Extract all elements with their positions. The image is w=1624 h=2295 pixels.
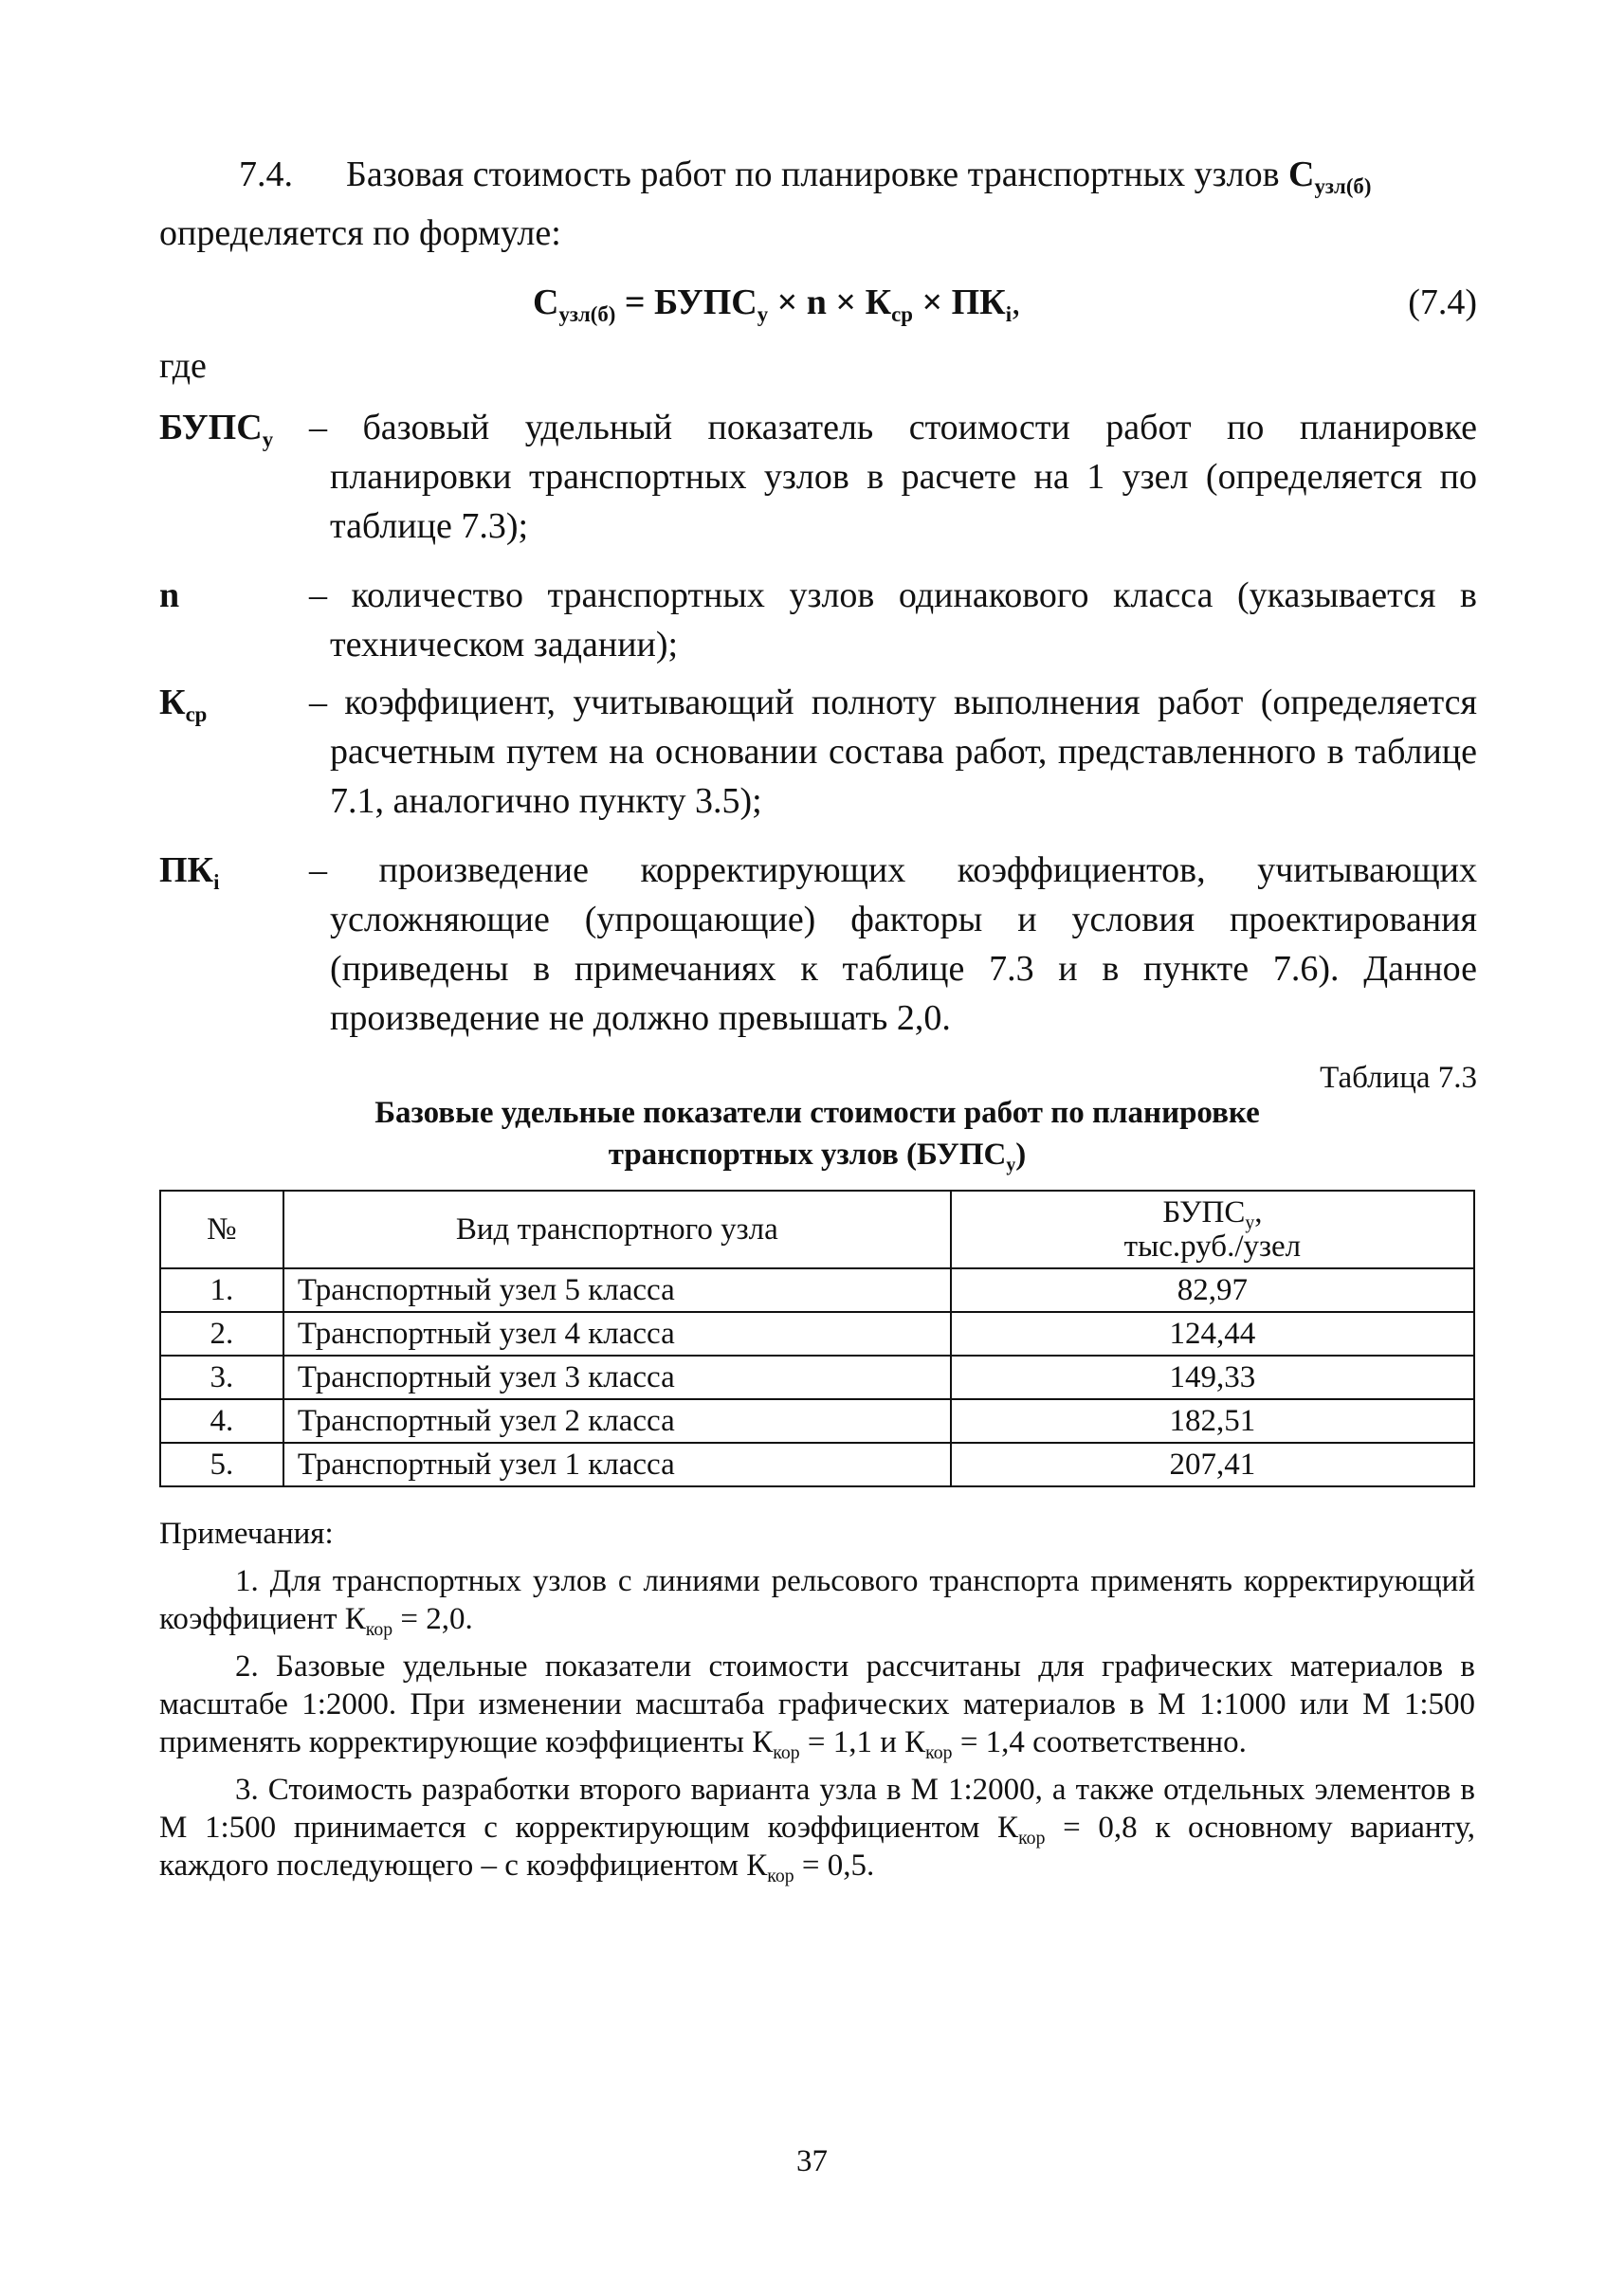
formula-bups-sub: у — [757, 301, 769, 326]
table-header-row — [160, 1191, 1474, 1268]
row-value: 82,97 — [951, 1268, 1474, 1312]
def-symbol-pk — [159, 846, 219, 895]
formula-bups: = БУПС — [615, 282, 757, 322]
def-text-bups: – базовый удельный показатель стоимости работ по планировке планировки транспортных узлов в расчете на 1 узел (определяется по таблице 7.3); — [309, 408, 1477, 546]
header-value-tail: , — [1254, 1195, 1263, 1229]
table-row — [160, 1268, 1474, 1312]
note-3-sub: кор — [767, 1865, 794, 1886]
formula-number: (7.4) — [1408, 282, 1477, 322]
header-type: Вид транспортного узла — [283, 1191, 951, 1268]
row-value: 149,33 — [951, 1356, 1474, 1399]
table-title-sub: у — [1006, 1154, 1016, 1175]
table-title-end: ) — [1015, 1138, 1027, 1172]
formula-ksr: × n × К — [768, 282, 892, 322]
table-row — [160, 1312, 1474, 1356]
def-text-pk: – произведение корректирующих коэффициентов, учитывающих усложняющие (упрощающие) факторы и условия проектирования (приведены в примечаниях к таблице 7.3 и в пункте 7.6). Данное произведение не должно превышать 2,0. — [309, 850, 1477, 1038]
section-heading-text: Базовая стоимость работ по планировке транспортных узлов — [346, 155, 1289, 194]
row-value: 124,44 — [951, 1312, 1474, 1356]
row-type: Транспортный узел 4 класса — [283, 1312, 951, 1356]
table-row — [160, 1443, 1474, 1486]
note-2-sub: кор — [773, 1741, 800, 1763]
note-1 — [159, 1562, 1475, 1638]
table-row — [160, 1399, 1474, 1443]
section-number: 7.4. — [239, 155, 293, 194]
note-2 — [159, 1648, 1475, 1761]
table-label: Таблица 7.3 — [1320, 1061, 1477, 1095]
note-1-sub: кор — [365, 1618, 393, 1640]
def-symbol: БУПС — [159, 408, 263, 447]
note-2-text: 2. Базовые удельные показатели стоимости рассчитаны для графических материалов в масштабе 1:2000. При изменении масштаба графических материалов в М 1:1000 или М 1:500 применять корректирующие коэффициенты К — [159, 1649, 1475, 1759]
def-symbol: n — [159, 575, 180, 615]
note-2-mid: = 1,1 и К — [799, 1725, 926, 1759]
section-line2: определяется по формуле: — [159, 213, 561, 253]
def-symbol: К — [159, 683, 186, 722]
bups-table — [159, 1190, 1475, 1487]
def-symbol-bups — [159, 403, 273, 452]
header-value-sub: у — [1245, 1211, 1255, 1233]
heading-symbol: С — [1288, 155, 1315, 194]
row-value: 207,41 — [951, 1443, 1474, 1486]
def-symbol-n — [159, 571, 179, 620]
formula-pk-sub: i — [1005, 301, 1013, 326]
note-3 — [159, 1771, 1475, 1885]
row-type: Транспортный узел 2 класса — [283, 1399, 951, 1443]
row-num: 3. — [160, 1356, 283, 1399]
table-row — [160, 1356, 1474, 1399]
notes-title: Примечания: — [159, 1517, 334, 1551]
heading-symbol-sub: узл(б) — [1314, 173, 1372, 198]
header-value — [951, 1191, 1474, 1268]
table-title — [159, 1092, 1475, 1175]
note-3-sub: кор — [1018, 1827, 1046, 1849]
note-3-mid: = 0,8 к основному варианту, каждого последующего – с коэффициентом К — [159, 1811, 1475, 1883]
def-symbol-sub: у — [262, 427, 274, 451]
note-3-tail: = 0,5. — [794, 1849, 875, 1883]
row-num: 1. — [160, 1268, 283, 1312]
formula — [533, 278, 1021, 327]
def-text-ksr: – коэффициент, учитывающий полноту выполнения работ (определяется расчетным путем на основании состава работ, представленного в таблице 7.1, аналогично пункту 3.5); — [309, 683, 1477, 821]
def-symbol-ksr — [159, 678, 207, 727]
formula-pk: × ПК — [912, 282, 1006, 322]
where-label: где — [159, 346, 207, 386]
row-num: 5. — [160, 1443, 283, 1486]
header-value-unit: тыс.руб./узел — [1123, 1229, 1302, 1264]
header-num: № — [160, 1191, 283, 1268]
row-type: Транспортный узел 1 класса — [283, 1443, 951, 1486]
note-1-text: 1. Для транспортных узлов с линиями рельсового транспорта применять корректирующий коэффициент К — [159, 1564, 1475, 1636]
formula-lhs-sub: узл(б) — [558, 301, 616, 326]
formula-tail: , — [1012, 282, 1021, 322]
def-symbol-sub: ср — [185, 701, 208, 726]
note-2-tail: = 1,4 соответственно. — [952, 1725, 1247, 1759]
def-symbol-sub: i — [213, 869, 220, 894]
row-type: Транспортный узел 5 класса — [283, 1268, 951, 1312]
formula-ksr-sub: ср — [891, 301, 913, 326]
note-1-tail: = 2,0. — [392, 1602, 473, 1636]
note-3-text: 3. Стоимость разработки второго варианта узла в М 1:2000, а также отдельных элементов в М 1:500 принимается с корректирующим коэффициентом К — [159, 1773, 1475, 1845]
page-number: 37 — [796, 2144, 828, 2178]
row-num: 4. — [160, 1399, 283, 1443]
row-num: 2. — [160, 1312, 283, 1356]
section-heading — [239, 150, 1481, 199]
table-title-line2 — [159, 1134, 1475, 1175]
def-symbol: ПК — [159, 850, 214, 890]
row-value: 182,51 — [951, 1399, 1474, 1443]
table-title-line1: Базовые удельные показатели стоимости работ по планировке — [374, 1096, 1260, 1130]
header-value-text: БУПС — [1162, 1195, 1246, 1229]
def-text-n: – количество транспортных узлов одинакового класса (указывается в техническом задании); — [309, 575, 1477, 665]
formula-lhs: С — [533, 282, 559, 322]
table-title-text: транспортных узлов (БУПС — [608, 1138, 1007, 1172]
row-type: Транспортный узел 3 класса — [283, 1356, 951, 1399]
note-2-sub: кор — [925, 1741, 953, 1763]
